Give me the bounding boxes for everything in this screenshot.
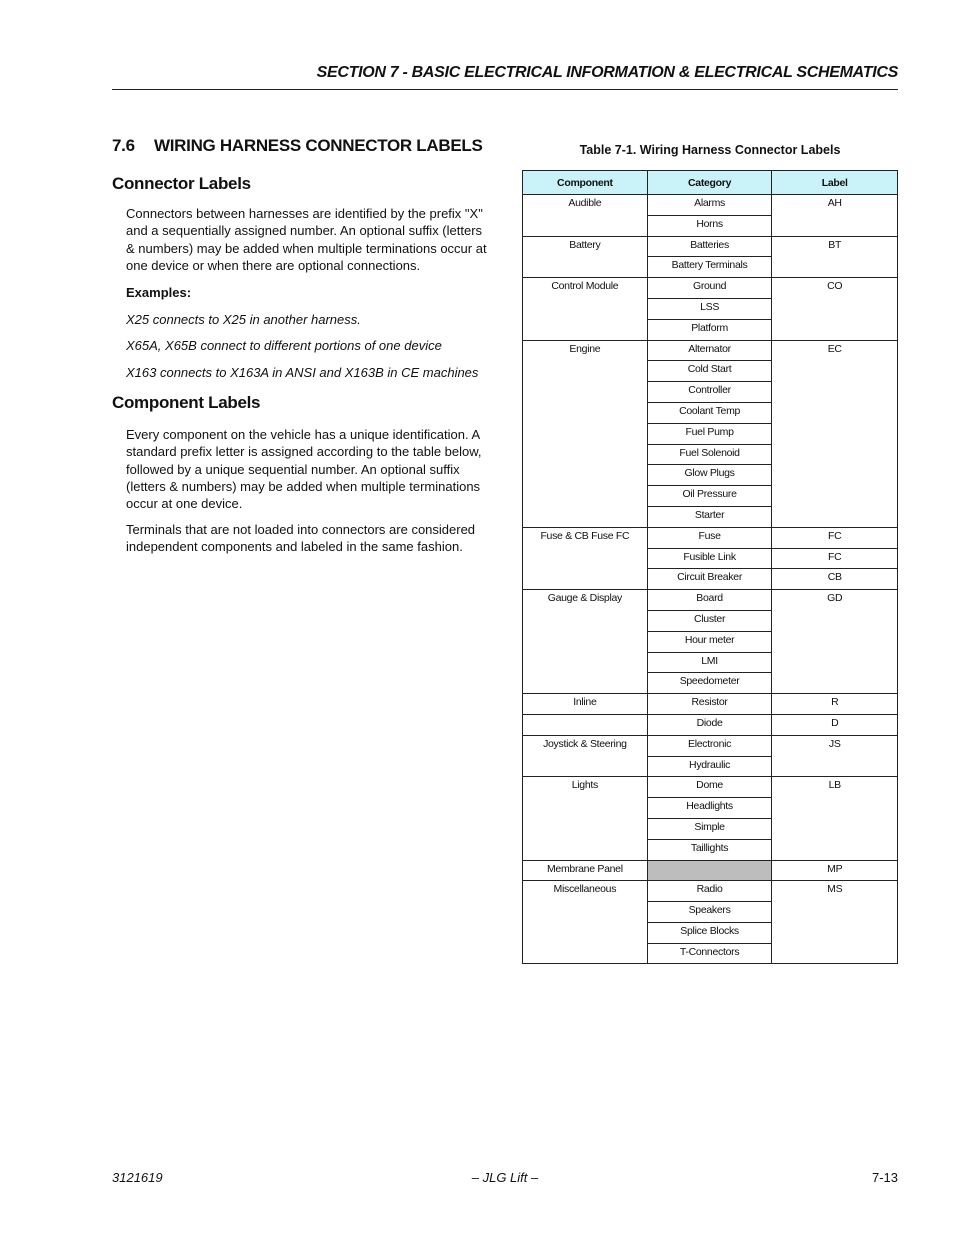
table-row bbox=[523, 527, 898, 548]
header-label: Label bbox=[772, 171, 898, 195]
category-cell: Batteries bbox=[647, 236, 772, 257]
category-cell: Hour meter bbox=[647, 631, 772, 652]
category-cell: Taillights bbox=[647, 839, 772, 860]
label-cell: FC bbox=[772, 527, 898, 548]
component-labels-heading: Component Labels bbox=[112, 393, 261, 412]
category-cell: Glow Plugs bbox=[647, 465, 772, 486]
connector-labels-body: Connectors between harnesses are identified by the prefix "X" and a sequentially assigned number. An optional suffix (letters & numbers) may be added when multiple terminations occur at one device or when there are optional connections. bbox=[126, 206, 487, 273]
component-labels-body-1: Every component on the vehicle has a unique identification. A standard prefix letter is assigned according to the table below, followed by a unique sequential number. An optional suffix (letters & numbers) may be added when multiple terminations occur at one device. bbox=[126, 427, 482, 512]
category-cell: Alarms bbox=[647, 195, 772, 216]
category-cell: Headlights bbox=[647, 798, 772, 819]
component-cell: Control Module bbox=[523, 278, 648, 340]
component-cell: Engine bbox=[523, 340, 648, 527]
label-cell: FC bbox=[772, 548, 898, 569]
header-component: Component bbox=[523, 171, 648, 195]
example-1: X25 connects to X25 in another harness. bbox=[126, 312, 361, 327]
category-cell: Fusible Link bbox=[647, 548, 772, 569]
component-cell: Battery bbox=[523, 236, 648, 278]
category-cell: T-Connectors bbox=[647, 943, 772, 964]
category-cell: Splice Blocks bbox=[647, 922, 772, 943]
category-cell: Oil Pressure bbox=[647, 486, 772, 507]
table-row bbox=[523, 714, 898, 735]
category-cell: Alternator bbox=[647, 340, 772, 361]
category-cell: Fuel Solenoid bbox=[647, 444, 772, 465]
category-cell: Cluster bbox=[647, 610, 772, 631]
component-cell: Gauge & Display bbox=[523, 590, 648, 694]
label-cell: GD bbox=[772, 590, 898, 694]
category-cell: Starter bbox=[647, 506, 772, 527]
category-cell: Simple bbox=[647, 818, 772, 839]
table-row bbox=[523, 735, 898, 756]
category-cell: Speakers bbox=[647, 902, 772, 923]
doc-number: 3121619 bbox=[112, 1170, 163, 1185]
component-cell: Inline bbox=[523, 694, 648, 715]
category-cell: Hydraulic bbox=[647, 756, 772, 777]
example-3: X163 connects to X163A in ANSI and X163B in CE machines bbox=[126, 365, 479, 380]
table-row bbox=[523, 777, 898, 798]
table-row bbox=[523, 278, 898, 299]
footer-center: – JLG Lift – bbox=[471, 1170, 539, 1185]
example-2: X65A, X65B connect to different portions of one device bbox=[126, 338, 442, 353]
component-cell: Fuse & CB Fuse FC bbox=[523, 527, 648, 589]
table-row bbox=[523, 860, 898, 881]
category-cell: Ground bbox=[647, 278, 772, 299]
table-header-row bbox=[523, 171, 898, 195]
label-cell: EC bbox=[772, 340, 898, 527]
label-cell: CO bbox=[772, 278, 898, 340]
label-cell: AH bbox=[772, 195, 898, 237]
component-labels-body-2: Terminals that are not loaded into connectors are considered independent components and labeled in the same fashion. bbox=[126, 522, 476, 555]
examples-label: Examples: bbox=[126, 285, 192, 300]
component-cell: Membrane Panel bbox=[523, 860, 648, 881]
table-title: Table 7-1. Wiring Harness Connector Labels bbox=[579, 143, 841, 157]
category-cell: Cold Start bbox=[647, 361, 772, 382]
category-cell bbox=[647, 860, 772, 881]
label-cell: D bbox=[772, 714, 898, 735]
section-title-text: WIRING HARNESS CONNECTOR LABELS bbox=[154, 136, 483, 155]
component-cell bbox=[523, 714, 648, 735]
table-row bbox=[523, 340, 898, 361]
component-cell: Audible bbox=[523, 195, 648, 237]
category-cell: Horns bbox=[647, 215, 772, 236]
table-row bbox=[523, 881, 898, 902]
table-row bbox=[523, 590, 898, 611]
category-cell: Battery Terminals bbox=[647, 257, 772, 278]
header-divider bbox=[112, 89, 898, 90]
page-number: 7-13 bbox=[871, 1170, 898, 1185]
category-cell: Platform bbox=[647, 319, 772, 340]
section-header: SECTION 7 - BASIC ELECTRICAL INFORMATION & ELECTRICAL SCHEMATICS bbox=[316, 64, 898, 81]
component-cell: Joystick & Steering bbox=[523, 735, 648, 777]
label-cell: MP bbox=[772, 860, 898, 881]
category-cell: Electronic bbox=[647, 735, 772, 756]
category-cell: Fuse bbox=[647, 527, 772, 548]
category-cell: Diode bbox=[647, 714, 772, 735]
category-cell: LMI bbox=[647, 652, 772, 673]
label-cell: JS bbox=[772, 735, 898, 777]
table-row bbox=[523, 195, 898, 216]
header-category: Category bbox=[647, 171, 772, 195]
category-cell: LSS bbox=[647, 298, 772, 319]
category-cell: Fuel Pump bbox=[647, 423, 772, 444]
category-cell: Resistor bbox=[647, 694, 772, 715]
component-cell: Lights bbox=[523, 777, 648, 860]
category-cell: Radio bbox=[647, 881, 772, 902]
section-number: 7.6 bbox=[112, 136, 135, 155]
label-cell: R bbox=[772, 694, 898, 715]
label-cell: CB bbox=[772, 569, 898, 590]
category-cell: Circuit Breaker bbox=[647, 569, 772, 590]
table-row bbox=[523, 236, 898, 257]
connector-labels-heading: Connector Labels bbox=[112, 174, 251, 193]
table-row bbox=[523, 694, 898, 715]
component-cell: Miscellaneous bbox=[523, 881, 648, 964]
category-cell: Speedometer bbox=[647, 673, 772, 694]
label-cell: LB bbox=[772, 777, 898, 860]
label-cell: MS bbox=[772, 881, 898, 964]
category-cell: Coolant Temp bbox=[647, 402, 772, 423]
table-body bbox=[523, 195, 898, 964]
category-cell: Dome bbox=[647, 777, 772, 798]
label-cell: BT bbox=[772, 236, 898, 278]
category-cell: Controller bbox=[647, 382, 772, 403]
connector-labels-table bbox=[522, 170, 898, 964]
section-title bbox=[112, 136, 483, 156]
category-cell: Board bbox=[647, 590, 772, 611]
